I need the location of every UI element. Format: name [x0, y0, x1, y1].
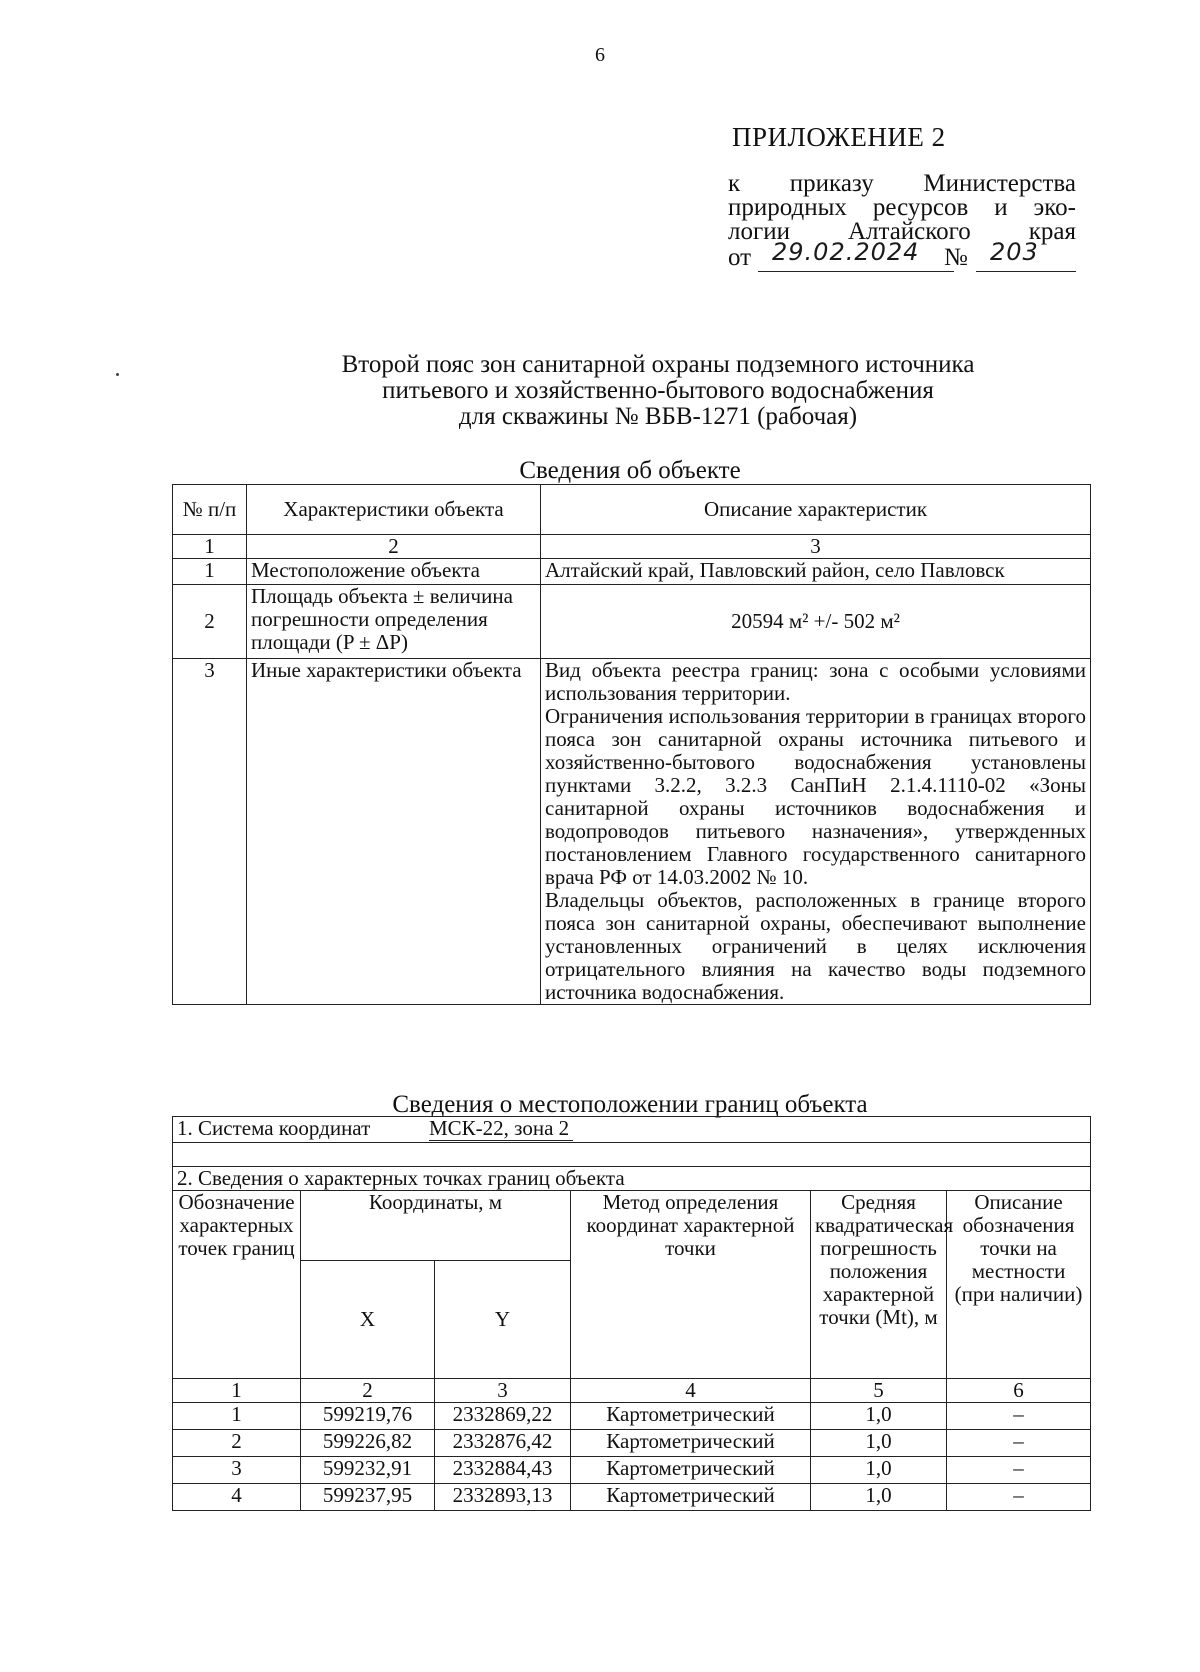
col-number: 6 — [947, 1379, 1091, 1403]
point-x: 599232,91 — [301, 1457, 435, 1484]
table-row — [173, 1457, 1091, 1484]
order-line-3: логии Алтайского края — [728, 218, 1076, 245]
col-number: 5 — [811, 1379, 947, 1403]
point-x: 599237,95 — [301, 1484, 435, 1511]
table-row — [173, 559, 1091, 585]
table-row — [173, 1430, 1091, 1457]
point-number: 1 — [173, 1403, 301, 1430]
object-info-table — [172, 484, 1091, 1005]
order-line-1: к приказу Министерства — [728, 170, 1076, 197]
header-point-description: Описание обозначения точки на местности (при наличии) — [947, 1191, 1091, 1379]
point-number: 4 — [173, 1484, 301, 1511]
point-method: Картометрический — [571, 1484, 811, 1511]
point-y: 2332884,43 — [435, 1457, 571, 1484]
row-description: 20594 м² +/- 502 м² — [541, 585, 1091, 659]
order-line-2: природных ресурсов и эко- — [728, 194, 1076, 221]
point-method: Картометрический — [571, 1403, 811, 1430]
row-number: 2 — [173, 585, 247, 659]
point-x: 599226,82 — [301, 1430, 435, 1457]
point-method: Картометрический — [571, 1430, 811, 1457]
column-number-row — [173, 535, 1091, 559]
point-method: Картометрический — [571, 1457, 811, 1484]
header-error: Средняя квадратическая погрешность положения характерной точки (Mt), м — [811, 1191, 947, 1379]
row-description: Алтайский край, Павловский район, село Павловск — [541, 559, 1091, 585]
description-paragraph: Владельцы объектов, расположенных в границе второго пояса зон санитарной охраны, обеспечивают выполнение установленных ограничений в целях исключения отрицательного влияния на качество воды подземного источника водоснабжения. — [545, 888, 1086, 1004]
date-underline — [758, 271, 954, 272]
date-label: от — [728, 244, 752, 271]
point-y: 2332869,22 — [435, 1403, 571, 1430]
description-paragraph: Ограничения использования территории в границах второго пояса зон санитарной охраны источника питьевого и хозяйственно-бытового водоснабжения установлены пунктами 3.2.2, 3.2.3 СанПиН 2.1.4.1110-02 «Зоны санитарной охраны источников водоснабжения и водопроводов питьевого назначения», утвержденных постановлением Главного государственного санитарного врача РФ от 14.03.2002 № 10. — [545, 704, 1086, 889]
number-underline — [976, 271, 1076, 272]
row-name: Площадь объекта ± величина погрешности определения площади (P ± ΔP) — [247, 585, 541, 659]
point-description: – — [947, 1430, 1091, 1457]
points-label: 2. Сведения о характерных точках границ объекта — [173, 1167, 1091, 1191]
table-header-row — [173, 1191, 1091, 1261]
point-y: 2332893,13 — [435, 1484, 571, 1511]
number-label: № — [944, 244, 968, 271]
point-description: – — [947, 1484, 1091, 1511]
table-header-row — [173, 485, 1091, 535]
coord-system-row — [173, 1117, 1091, 1143]
coord-system-label: 1. Система координат — [177, 1116, 371, 1140]
point-y: 2332876,42 — [435, 1430, 571, 1457]
table-row — [173, 585, 1091, 659]
handwritten-date: 29.02.2024 — [772, 238, 920, 266]
boundary-location-title: Сведения о местоположении границ объекта — [392, 1091, 868, 1118]
col-number: 1 — [173, 1379, 301, 1403]
title-line-2: питьевого и хозяйственно-бытового водоснабжения — [382, 377, 934, 404]
header-description: Описание характеристик — [541, 485, 1091, 535]
header-characteristics: Характеристики объекта — [247, 485, 541, 535]
col-number: 2 — [301, 1379, 435, 1403]
header-coordinates: Координаты, м — [301, 1191, 571, 1261]
header-designation: Обозначение характерных точек границ — [173, 1191, 301, 1379]
point-description: – — [947, 1457, 1091, 1484]
col-number: 2 — [247, 535, 541, 559]
table-row — [173, 1403, 1091, 1430]
col-number: 1 — [173, 535, 247, 559]
header-method: Метод определения координат характерной точки — [571, 1191, 811, 1379]
header-y: Y — [435, 1261, 571, 1379]
point-description: – — [947, 1403, 1091, 1430]
row-number: 1 — [173, 559, 247, 585]
order-reference — [728, 172, 1076, 244]
col-number: 4 — [571, 1379, 811, 1403]
point-mt: 1,0 — [811, 1430, 947, 1457]
stray-mark — [116, 373, 119, 376]
col-number: 3 — [541, 535, 1091, 559]
description-paragraph: Вид объекта реестра границ: зона с особыми условиями использования территории. — [545, 658, 1086, 705]
row-name: Иные характеристики объекта — [247, 659, 541, 1005]
point-x: 599219,76 — [301, 1403, 435, 1430]
row-number: 3 — [173, 659, 247, 1005]
handwritten-number: 203 — [990, 238, 1039, 266]
points-label-row — [173, 1167, 1091, 1191]
row-name: Местоположение объекта — [247, 559, 541, 585]
order-date-number-line — [728, 238, 1076, 272]
point-number: 2 — [173, 1430, 301, 1457]
header-number: № п/п — [173, 485, 247, 535]
boundary-points-table — [172, 1116, 1091, 1511]
document-title — [250, 352, 1066, 430]
row-description — [541, 659, 1091, 1005]
point-mt: 1,0 — [811, 1403, 947, 1430]
object-info-title: Сведения об объекте — [519, 457, 741, 484]
appendix-title: ПРИЛОЖЕНИЕ 2 — [732, 122, 946, 152]
point-number: 3 — [173, 1457, 301, 1484]
column-number-row — [173, 1379, 1091, 1403]
point-mt: 1,0 — [811, 1484, 947, 1511]
header-x: X — [301, 1261, 435, 1379]
title-line-3: для скважины № ВБВ-1271 (рабочая) — [458, 403, 858, 430]
title-line-1: Второй пояс зон санитарной охраны подземного источника — [341, 351, 975, 378]
col-number: 3 — [435, 1379, 571, 1403]
empty-row — [173, 1143, 1091, 1167]
table-row — [173, 659, 1091, 1005]
point-mt: 1,0 — [811, 1457, 947, 1484]
table-row — [173, 1484, 1091, 1511]
page-number: 6 — [595, 44, 605, 66]
coord-system-value: МСК-22, зона 2 — [429, 1116, 573, 1141]
